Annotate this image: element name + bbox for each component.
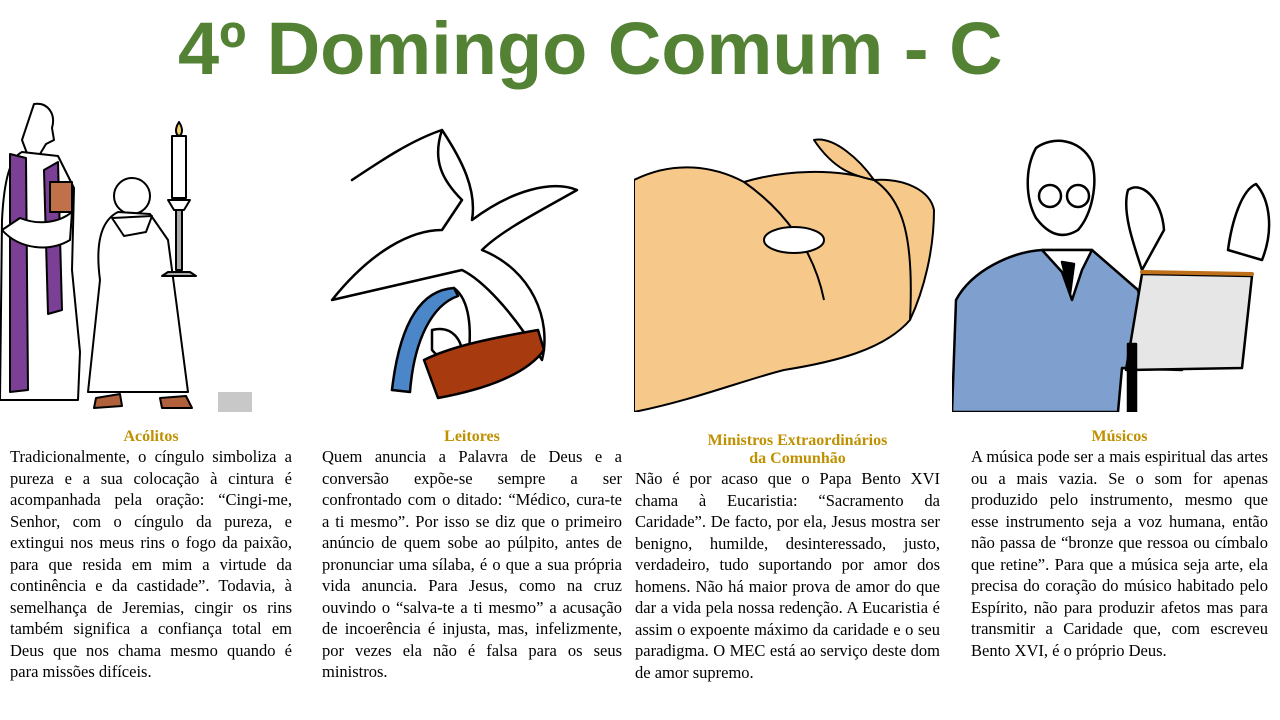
- column-acolitos: [10, 428, 292, 683]
- hands-illustration: [634, 100, 940, 412]
- section-heading-line2: da Comunhão: [749, 450, 846, 467]
- section-heading: [635, 432, 940, 468]
- section-heading-line1: Ministros Extraordinários: [707, 432, 888, 449]
- section-text: A música pode ser a mais espiritual das artes ou a mais vazia. Se o som for apenas produzido pelo instrumento, mesmo que esse instrumento seja a voz humana, então não passa de “bronze que ressoa ou címbalo que retine”. Para que a música seja arte, ela precisa do coração do músico habitado pelo Espírito, não para produzir afetos mas para transmitir a Caridade que, com escreveu Bento XVI, é o próprio Deus.: [971, 447, 1268, 660]
- section-heading: Leitores: [444, 428, 500, 445]
- column-musicos: [971, 428, 1268, 661]
- column-ministros: [635, 432, 940, 683]
- musician-illustration: [952, 100, 1280, 412]
- page-title: 4º Domingo Comum - C: [178, 7, 1003, 90]
- section-text: Tradicionalmente, o cíngulo simboliza a pureza e a sua colocação à cintura é acompanhada pela oração: “Cingi-me, Senhor, com o cíngulo da pureza, e extingui nos meus rins o fogo da paixão, para que resida em mim a virtude da continência e da castidade”. Todavia, à semelhança de Jeremias, cingir os rins também significa a confiança total em Deus que nos chama mesmo quando é para missões difíceis.: [10, 447, 292, 681]
- section-heading: Acólitos: [123, 428, 179, 445]
- section-heading: Músicos: [1091, 428, 1148, 445]
- section-text: Quem anuncia a Palavra de Deus e a conversão expõe-se sempre a ser confrontado com o ditado: “Médico, cura-te a ti mesmo”. Por isso se diz que o primeiro anúncio de quem sobe ao púlpito, antes de pronunciar uma sílaba, é o que a sua própria vida anuncia. Para Jesus, como na cruz ouvindo o “salva-te a ti mesmo” a acusação de incoerência é injusta, mas, infelizmente, por vezes ela não é falsa para os seus ministros.: [322, 447, 622, 681]
- column-leitores: [322, 428, 622, 683]
- reader-illustration: [292, 100, 582, 412]
- section-text: Não é por acaso que o Papa Bento XVI chama à Eucaristia: “Sacramento da Caridade”. De facto, por ela, Jesus mostra ser benigno, humilde, desinteressado, justo, verdadeiro, tudo suportando por amor dos homens. Não há maior prova de amor do que dar a vida pela nossa redenção. A Eucaristia é assim o expoente máximo da caridade e o seu paradigma. O MEC está ao serviço deste dom de amor supremo.: [635, 469, 940, 682]
- altar-server-illustration: [0, 100, 255, 412]
